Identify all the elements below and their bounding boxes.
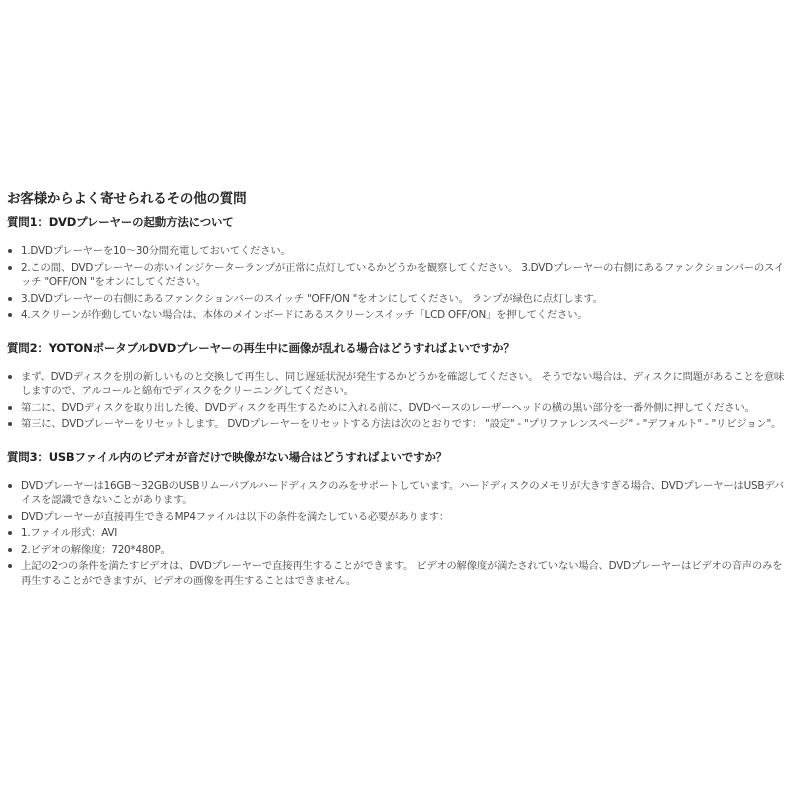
page-title: お客様からよく寄せられるその他の質問: [7, 191, 247, 207]
list-item-text: DVDプレーヤーが直接再生できるMP4ファイルは以下の条件を満たしている必要があります：: [21, 510, 449, 523]
bullet-icon: [8, 313, 12, 317]
list-item-text: DVDプレーヤーは16GB～32GBのUSBリムーバブルハードディスクのみをサポートしています。ハードディスクのメモリが大きすぎる場合、DVDプレーヤーはUSBデバイスを認識できないことがあります。: [21, 479, 784, 506]
faq-section-3: [7, 449, 787, 589]
bullet-icon: [8, 266, 12, 270]
list-item-text: 4.スクリーンが作動していない場合は、本体のメインボードにあるスクリーンスイッチ「LCD OFF/ON」を押してください。: [21, 309, 588, 321]
list-item: [7, 292, 787, 307]
bullet-icon: [8, 564, 12, 568]
bullet-icon: [8, 422, 12, 426]
list-item-text: 3.DVDプレーヤーの右側にあるファンクションバーのスイッチ "OFF/ON "をオンにしてください。 ランプが緑色に点灯します。: [21, 292, 603, 305]
bullet-icon: [8, 531, 12, 535]
list-item: [7, 479, 787, 508]
list-item: [7, 526, 787, 541]
list-item-text: 2.この間、DVDプレーヤーの赤いインジケーターランプが正常に点灯しているかどうかを観察してください。 3.DVDプレーヤーの右側にあるファンクションバーのスイッチ "OFF/ON "をオンにしてください。: [21, 261, 785, 288]
bullet-icon: [8, 515, 12, 519]
bullet-icon: [8, 484, 12, 488]
list-item-text: 第三に、DVDプレーヤーをリセットします。 DVDプレーヤーをリセットする方法は次のとおりです： "設定" - "プリファレンスページ" - "デフォルト" - "リビジョン"。: [21, 418, 782, 430]
question-heading: 質問2：YOTONポータブルDVDプレーヤーの再生中に画像が乱れる場合はどうすればよいですか？: [7, 340, 515, 355]
list-item: [7, 261, 787, 290]
answer-list: [7, 244, 787, 323]
list-item-text: 第二に、DVDディスクを取り出した後、DVDディスクを再生するために入れる前に、DVDベースのレーザーヘッドの横の黒い部分を一番外側に押してください。: [21, 401, 755, 414]
faq-section-2: [7, 340, 787, 432]
list-item-text: まず、DVDディスクを別の新しいものと交換して再生し、同じ遅延状況が発生するかどうかを確認してください。 そうでない場合は、ディスクに問題があることを意味しますので、アルコールと綿布でディスクをクリーニングしてください。: [21, 370, 784, 397]
list-item-text: 1.DVDプレーヤーを10～30分間充電しておいてください。: [21, 245, 291, 257]
list-item: [7, 370, 787, 399]
answer-list: [7, 370, 787, 432]
bullet-icon: [8, 249, 12, 253]
list-item: [7, 401, 787, 416]
faq-section-1: [7, 214, 787, 323]
list-item: [7, 510, 787, 525]
list-item: [7, 244, 787, 259]
bullet-icon: [8, 297, 12, 301]
bullet-icon: [8, 548, 12, 552]
list-item: [7, 308, 787, 323]
answer-list: [7, 479, 787, 589]
bullet-icon: [8, 375, 12, 379]
list-item-text: 1.ファイル形式：AVI: [21, 527, 118, 539]
list-item-text: 上記の2つの条件を満たすビデオは、DVDプレーヤーで直接再生することができます。 ビデオの解像度が満たされていない場合、DVDプレーヤーはビデオの音声のみを再生することができますが、ビデオの画像を再生することはできません。: [21, 560, 783, 587]
list-item: [7, 543, 787, 558]
list-item: [7, 417, 787, 432]
list-item: [7, 559, 787, 588]
faq-content: [7, 189, 787, 605]
question-heading: 質問3：USBファイル内のビデオが音だけで映像がない場合はどうすればよいですか？: [7, 449, 447, 464]
list-item-text: 2.ビデオの解像度：720*480P。: [21, 543, 171, 556]
question-heading: 質問1：DVDプレーヤーの起動方法について: [7, 215, 234, 229]
bullet-icon: [8, 406, 12, 410]
